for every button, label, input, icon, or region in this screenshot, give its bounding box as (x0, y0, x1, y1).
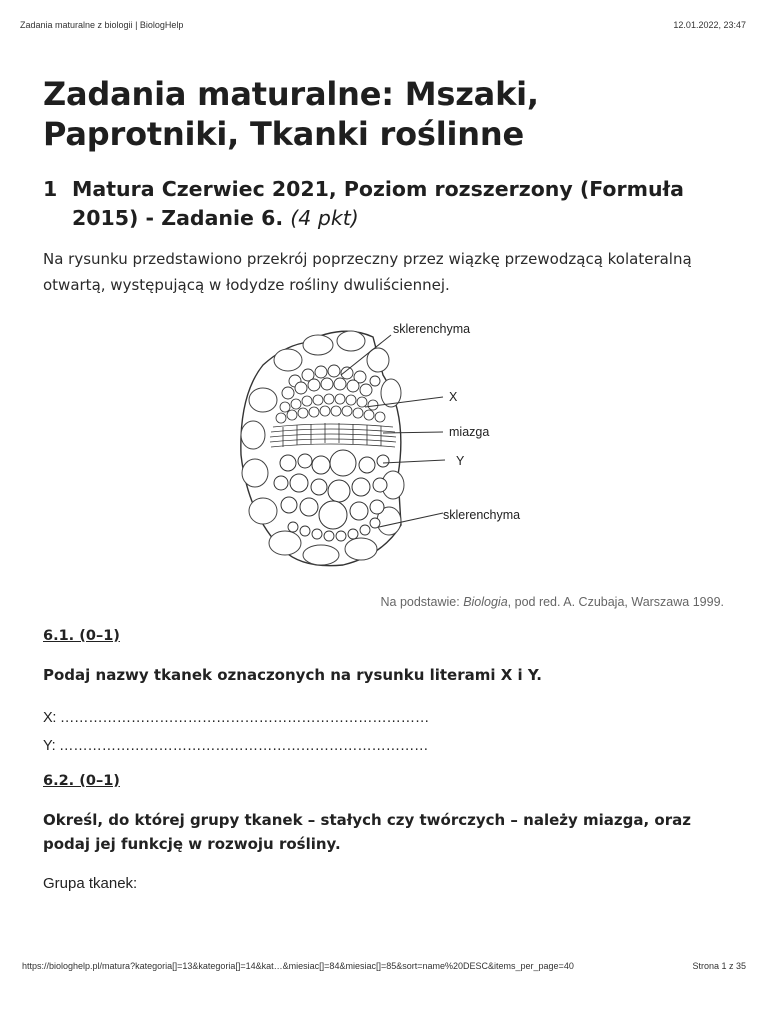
vascular-bundle-figure (43, 315, 733, 585)
answer-label-group: Grupa tkanek: (43, 875, 138, 892)
print-url: https://biologhelp.pl/matura?kategoria[]=13&kategoria[]=14&kat…&miesiac[]=84&miesiac[]=85&sort=name%20DESC&items_per_page=40 (22, 961, 574, 971)
subquestion-2-instruction: Określ, do której grupy tkanek – stałych czy twórczych – należy miazga, oraz podaj jej funkcję w rozwoju rośliny. (43, 811, 691, 853)
label-x: X (449, 390, 458, 404)
label-sklerenchyma-bottom: sklerenchyma (443, 508, 521, 522)
answer-line-x: X: …………………………………………………………………… (43, 710, 430, 726)
print-doc-title: Zadania maturalne z biologii | BiologHelp (20, 20, 184, 30)
vascular-bundle-drawing (233, 315, 553, 577)
question-intro: Na rysunku przedstawiono przekrój poprzeczny przez wiązkę przewodzącą kolateralną otwartą, występującą w łodydze rośliny dwuliściennej. (43, 250, 692, 294)
main-content (43, 74, 733, 892)
answer-line-y: Y: …………………………………………………………………… (43, 738, 429, 754)
source-title: Biologia (463, 595, 508, 609)
question-number: 1 (43, 177, 58, 201)
label-y: Y (456, 454, 465, 468)
print-datetime: 12.01.2022, 23:47 (673, 20, 746, 30)
question-points: (4 pkt) (290, 206, 359, 230)
question-heading (43, 175, 733, 233)
print-page-info: Strona 1 z 35 (692, 961, 746, 971)
print-footer (22, 961, 746, 971)
label-miazga: miazga (449, 425, 490, 439)
page-title: Zadania maturalne: Mszaki, Paprotniki, Tkanki roślinne (43, 75, 539, 153)
print-header (20, 20, 746, 30)
source-prefix: Na podstawie: (380, 595, 464, 609)
subquestion-1-instruction: Podaj nazwy tkanek oznaczonych na rysunku literami X i Y. (43, 666, 542, 684)
source-suffix: , pod red. A. Czubaja, Warszawa 1999. (507, 595, 724, 609)
subquestion-1-label: 6.1. (0–1) (43, 628, 120, 644)
question-title: Matura Czerwiec 2021, Poziom rozszerzony (Formuła 2015) - Zadanie 6. (72, 177, 684, 230)
figure-source (43, 595, 733, 609)
label-sklerenchyma-top: sklerenchyma (393, 322, 471, 336)
question-title-wrap (72, 175, 733, 233)
subquestion-2-label: 6.2. (0–1) (43, 773, 120, 789)
